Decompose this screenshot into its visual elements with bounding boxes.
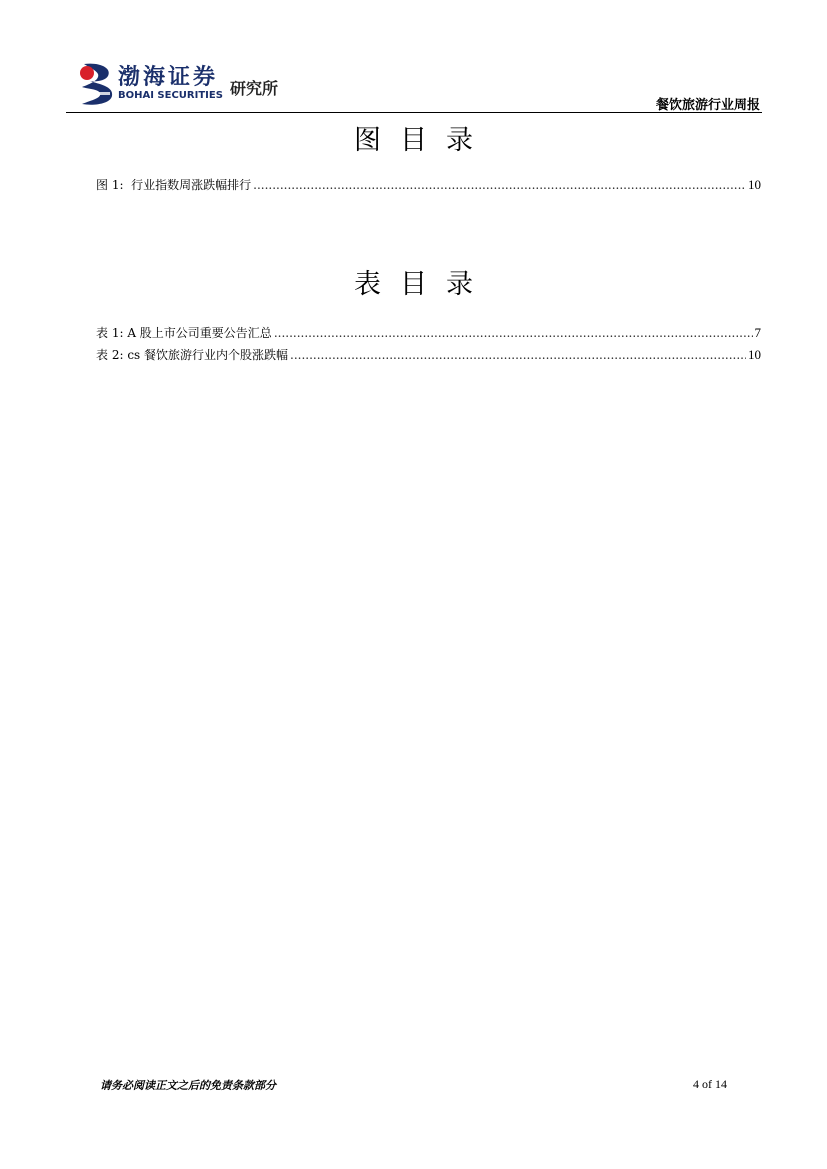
toc-entry[interactable] bbox=[96, 176, 761, 198]
logo-chinese-name: 渤海证券 bbox=[118, 64, 219, 90]
company-logo bbox=[78, 62, 298, 106]
toc-entry-page: 7 bbox=[754, 325, 761, 340]
toc-entry-text bbox=[96, 324, 274, 341]
tables-toc-heading: 表目录 bbox=[354, 269, 492, 300]
toc-entry[interactable] bbox=[96, 324, 761, 346]
toc-entry-title: A 股上市公司重要公告汇总 bbox=[127, 326, 272, 340]
toc-entry-text bbox=[96, 176, 253, 193]
toc-entry[interactable] bbox=[96, 346, 761, 368]
logo-institute-name: 研究所 bbox=[230, 79, 279, 98]
header-divider bbox=[66, 112, 762, 113]
logo-english-name: BOHAI SECURITIES bbox=[118, 90, 223, 101]
toc-entry-text bbox=[96, 346, 290, 363]
toc-entry-label: 图 1: bbox=[96, 178, 124, 192]
figures-toc-heading: 图目录 bbox=[354, 125, 492, 156]
toc-entry-label: 表 2: bbox=[96, 348, 124, 362]
toc-leader-dots bbox=[290, 348, 746, 362]
bohai-logo-icon bbox=[78, 62, 116, 106]
figures-toc-list bbox=[96, 176, 761, 198]
footer-page-number: 4 of 14 bbox=[693, 1077, 727, 1091]
toc-entry-title: 行业指数周涨跌幅排行 bbox=[131, 178, 252, 192]
tables-toc-list bbox=[96, 324, 761, 368]
toc-entry-title: cs 餐饮旅游行业内个股涨跌幅 bbox=[127, 348, 289, 362]
toc-leader-dots bbox=[274, 326, 753, 340]
toc-leader-dots bbox=[253, 178, 746, 192]
footer-disclaimer: 请务必阅读正文之后的免责条款部分 bbox=[100, 1079, 276, 1092]
report-title: 餐饮旅游行业周报 bbox=[655, 98, 760, 113]
toc-entry-page: 10 bbox=[748, 177, 761, 192]
toc-entry-page: 10 bbox=[748, 347, 761, 362]
toc-entry-label: 表 1: bbox=[96, 326, 124, 340]
